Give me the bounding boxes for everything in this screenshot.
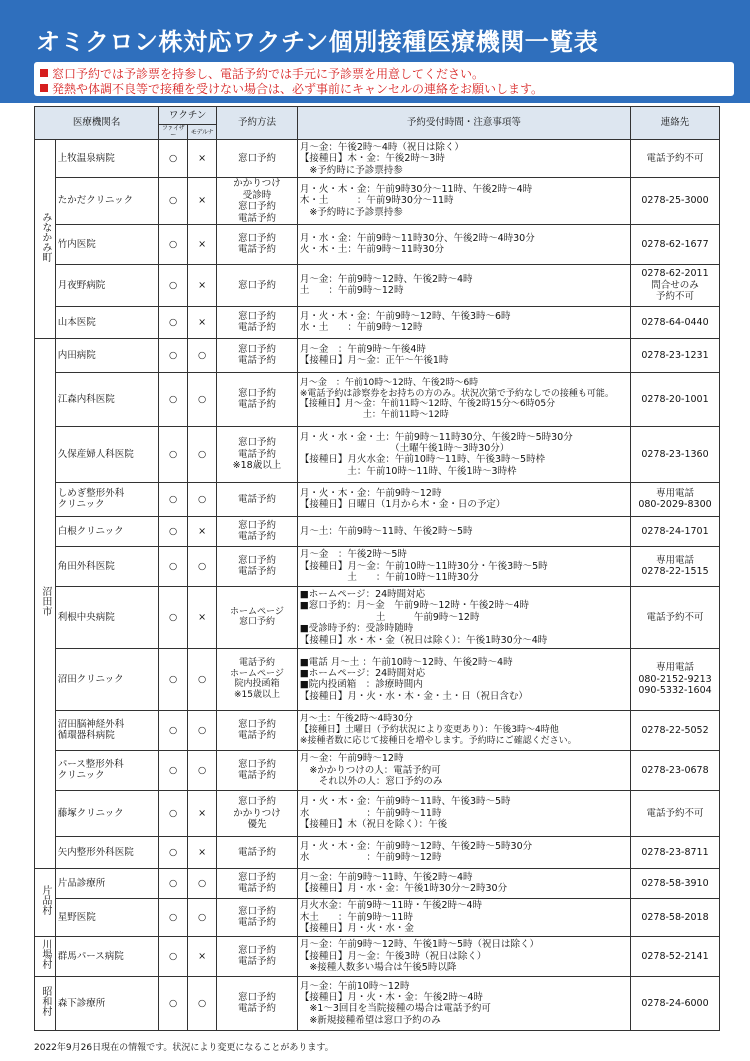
municipality-label: 沼田市 (39, 586, 51, 617)
table-row (35, 140, 720, 178)
footer-note: 2022年9月26日現在の情報です。状況により変更になることがあります。 (34, 1043, 334, 1053)
pfizer-mark: ○ (159, 868, 188, 898)
reception-notes: 月・火・木・金：午前9時～12時 【接種日】日曜日（1月から木・金・日の予定） (297, 482, 630, 516)
municipality-label: みなかみ町 (39, 212, 51, 263)
moderna-mark: × (188, 586, 217, 648)
reception-notes: 月・火・木・金：午前9時～11時、午後3時～5時 水 ：午前9時～11時 【接種日】木（祝日を除く）：午後 (297, 790, 630, 836)
clinic-name: 藤塚クリニック (55, 790, 158, 836)
moderna-mark: ○ (188, 976, 217, 1030)
header-vaccine: ワクチン (159, 107, 217, 125)
pfizer-mark: ○ (159, 546, 188, 586)
clinic-name: 内田病院 (55, 338, 158, 372)
contact-info: 0278-25-3000 (630, 178, 719, 225)
clinic-name: 沼田クリニック (55, 648, 158, 710)
table-row (35, 976, 720, 1030)
contact-info: 電話予約不可 (630, 586, 719, 648)
pfizer-mark: ○ (159, 372, 188, 426)
pfizer-mark: ○ (159, 586, 188, 648)
table-row (35, 516, 720, 546)
bullet-square-icon (40, 69, 48, 77)
reservation-method: 窓口予約 電話予約 (217, 936, 298, 976)
moderna-mark: ○ (188, 426, 217, 482)
moderna-mark: ○ (188, 338, 217, 372)
reservation-method: 窓口予約 電話予約 (217, 710, 298, 750)
table-row (35, 482, 720, 516)
notice-text: 窓口予約では予診票を持参し、電話予約では手元に予診票を用意してください。 (52, 67, 485, 81)
reception-notes: 月～土：午後2時～4時30分 【接種日】土曜日（予約状況により変更あり）：午後3時～4時他 ※接種者数に応じて接種日を増やします。予約時にご確認ください。 (297, 710, 630, 750)
reception-notes: 月～金：午前9時～12時 ※かかりつけの人：電話予約可 それ以外の人：窓口予約のみ (297, 750, 630, 790)
header-moderna: モデルナ (188, 125, 217, 140)
table-row (35, 264, 720, 306)
reception-notes: 月～金：午前9時～12時、午後1時～5時（祝日は除く） 【接種日】月～金：午後3時（祝日は除く） ※接種人数多い場合は午後5時以降 (297, 936, 630, 976)
municipality-cell (35, 976, 56, 1030)
clinic-name: 利根中央病院 (55, 586, 158, 648)
reception-notes: 月～土：午前9時～11時、午後2時～5時 (297, 516, 630, 546)
moderna-mark: ○ (188, 868, 217, 898)
reception-notes: ■電話 月～土 ：午前10時～12時、午後2時～4時 ■ホームページ：24時間対応 ■院内投函箱 ：診療時間内 【接種日】月・火・水・木・金・土・日（祝日含む） (297, 648, 630, 710)
contact-info: 0278-22-5052 (630, 710, 719, 750)
reception-notes: 月・火・木・金：午前9時～12時、午後2時～5時30分 水 ：午前9時～12時 (297, 836, 630, 868)
notice-box (34, 62, 734, 96)
municipality-cell (35, 936, 56, 976)
table-row (35, 790, 720, 836)
reception-notes: 月～金：午後2時～4時（祝日は除く） 【接種日】木・金：午後2時～3時 ※予約時に予診票持参 (297, 140, 630, 178)
pfizer-mark: ○ (159, 178, 188, 225)
moderna-mark: ○ (188, 482, 217, 516)
table-row (35, 546, 720, 586)
moderna-mark: ○ (188, 710, 217, 750)
municipality-label: 片品村 (39, 885, 51, 916)
header-pfizer: ファイザー (159, 125, 188, 140)
clinic-name: 矢内整形外科医院 (55, 836, 158, 868)
table-row (35, 338, 720, 372)
moderna-mark: ○ (188, 898, 217, 936)
reception-notes: 月・火・木・金：午前9時30分～11時、午後2時～4時 木・土 ：午前9時30分～11時 ※予約時に予診票持参 (297, 178, 630, 225)
reservation-method: 窓口予約 かかりつけ 優先 (217, 790, 298, 836)
reservation-method: 電話予約 ホームページ 院内投函箱 ※15歳以上 (217, 648, 298, 710)
contact-info: 0278-20-1001 (630, 372, 719, 426)
reservation-method: 窓口予約 電話予約 (217, 750, 298, 790)
reservation-method: 窓口予約 電話予約 (217, 338, 298, 372)
moderna-mark: × (188, 178, 217, 225)
moderna-mark: × (188, 264, 217, 306)
table-row (35, 648, 720, 710)
contact-info: 0278-64-0440 (630, 306, 719, 338)
contact-info: 0278-58-2018 (630, 898, 719, 936)
clinic-name: 上牧温泉病院 (55, 140, 158, 178)
pfizer-mark: ○ (159, 140, 188, 178)
reservation-method: 窓口予約 電話予約 (217, 976, 298, 1030)
moderna-mark: × (188, 790, 217, 836)
header-contact: 連絡先 (630, 107, 719, 140)
contact-info: 専用電話 080-2029-8300 (630, 482, 719, 516)
municipality-cell (35, 338, 56, 868)
pfizer-mark: ○ (159, 264, 188, 306)
table-row (35, 372, 720, 426)
clinic-name: 星野医院 (55, 898, 158, 936)
pfizer-mark: ○ (159, 790, 188, 836)
contact-info: 0278-52-2141 (630, 936, 719, 976)
pfizer-mark: ○ (159, 648, 188, 710)
reception-notes: 月・火・水・金・土：午前9時～11時30分、午後2時～5時30分 （土曜午後1時～3時30分） 【接種日】月火水金：午前10時～11時、午後3時～5時枠 土：午前10時～11時、午後1時～3時枠 (297, 426, 630, 482)
reservation-method: かかりつけ 受診時 窓口予約 電話予約 (217, 178, 298, 225)
clinic-name: 森下診療所 (55, 976, 158, 1030)
table-row (35, 710, 720, 750)
contact-info: 0278-24-6000 (630, 976, 719, 1030)
reservation-method: ホームページ 窓口予約 (217, 586, 298, 648)
clinic-name: 江森内科医院 (55, 372, 158, 426)
pfizer-mark: ○ (159, 836, 188, 868)
contact-info: 0278-58-3910 (630, 868, 719, 898)
clinic-name: 角田外科医院 (55, 546, 158, 586)
contact-info: 電話予約不可 (630, 790, 719, 836)
reception-notes: 月・水・金：午前9時～11時30分、午後2時～4時30分 火・木・土：午前9時～11時30分 (297, 224, 630, 264)
contact-info: 0278-62-2011 問合せのみ 予約不可 (630, 264, 719, 306)
contact-info: 電話予約不可 (630, 140, 719, 178)
contact-info: 0278-23-1360 (630, 426, 719, 482)
contact-info: 専用電話 0278-22-1515 (630, 546, 719, 586)
moderna-mark: × (188, 224, 217, 264)
municipality-label: 川場村 (39, 939, 51, 970)
table-row (35, 898, 720, 936)
header-name: 医療機関名 (35, 107, 159, 140)
table-row (35, 750, 720, 790)
clinic-name: パース整形外科 クリニック (55, 750, 158, 790)
clinic-name: 片品診療所 (55, 868, 158, 898)
table-body (35, 140, 720, 1031)
clinic-name: 久保産婦人科医院 (55, 426, 158, 482)
moderna-mark: × (188, 140, 217, 178)
moderna-mark: × (188, 306, 217, 338)
table-row (35, 426, 720, 482)
pfizer-mark: ○ (159, 426, 188, 482)
clinic-name: 群馬パース病院 (55, 936, 158, 976)
reservation-method: 電話予約 (217, 482, 298, 516)
municipality-cell (35, 868, 56, 936)
reservation-method: 窓口予約 電話予約 (217, 898, 298, 936)
table-row (35, 178, 720, 225)
pfizer-mark: ○ (159, 338, 188, 372)
clinic-name: しめぎ整形外科 クリニック (55, 482, 158, 516)
notice-text: 発熱や体調不良等で接種を受けない場合は、必ず事前にキャンセルの連絡をお願いします。 (52, 82, 544, 96)
notice-line (40, 80, 543, 97)
pfizer-mark: ○ (159, 224, 188, 264)
pfizer-mark: ○ (159, 976, 188, 1030)
pfizer-mark: ○ (159, 516, 188, 546)
municipality-cell (35, 140, 56, 339)
reception-notes: 月・火・木・金：午前9時～12時、午後3時～6時 水・土 ：午前9時～12時 (297, 306, 630, 338)
header-notes: 予約受付時間・注意事項等 (297, 107, 630, 140)
pfizer-mark: ○ (159, 936, 188, 976)
pfizer-mark: ○ (159, 750, 188, 790)
header-method: 予約方法 (217, 107, 298, 140)
pfizer-mark: ○ (159, 710, 188, 750)
reservation-method: 窓口予約 (217, 264, 298, 306)
table-row (35, 224, 720, 264)
pfizer-mark: ○ (159, 306, 188, 338)
moderna-mark: × (188, 936, 217, 976)
contact-info: 専用電話 080-2152-9213 090-5332-1604 (630, 648, 719, 710)
reservation-method: 窓口予約 電話予約 (217, 306, 298, 338)
municipality-label: 昭和村 (39, 986, 51, 1017)
pfizer-mark: ○ (159, 482, 188, 516)
reservation-method: 窓口予約 電話予約 ※18歳以上 (217, 426, 298, 482)
contact-info: 0278-23-0678 (630, 750, 719, 790)
reservation-method: 窓口予約 電話予約 (217, 868, 298, 898)
reception-notes: 月～金：午前10時～12時 【接種日】月・火・木・金：午後2時～4時 ※1～3回目を当院接種の場合は電話予約可 ※新規接種希望は窓口予約のみ (297, 976, 630, 1030)
reception-notes: 月火水金：午前9時～11時・午後2時～4時 木土 ：午前9時～11時 【接種日】月・火・水・金 (297, 898, 630, 936)
reception-notes: 月～金：午前9時～12時、午後2時～4時 土 ：午前9時～12時 (297, 264, 630, 306)
clinic-name: 山本医院 (55, 306, 158, 338)
moderna-mark: ○ (188, 648, 217, 710)
clinic-name: 沼田脳神経外科 循環器科病院 (55, 710, 158, 750)
reservation-method: 電話予約 (217, 836, 298, 868)
clinic-name: 月夜野病院 (55, 264, 158, 306)
reception-notes: 月～金：午前9時～11時、午後2時～4時 【接種日】月・水・金：午後1時30分～2時30分 (297, 868, 630, 898)
table-row (35, 936, 720, 976)
table-row (35, 868, 720, 898)
moderna-mark: × (188, 516, 217, 546)
reception-notes: 月～金 ：午前10時～12時、午後2時～6時 ※電話予約は診察券をお持ちの方のみ。状況次第で予約なしでの接種も可能。 【接種日】月～金：午前11時～12時、午後2時15分～6時05分 土：午前11時～12時 (297, 372, 630, 426)
moderna-mark: ○ (188, 546, 217, 586)
moderna-mark: ○ (188, 750, 217, 790)
contact-info: 0278-62-1677 (630, 224, 719, 264)
moderna-mark: ○ (188, 372, 217, 426)
clinic-name: たかだクリニック (55, 178, 158, 225)
table-row (35, 586, 720, 648)
contact-info: 0278-24-1701 (630, 516, 719, 546)
contact-info: 0278-23-1231 (630, 338, 719, 372)
reception-notes: ■ホームページ：24時間対応 ■窓口予約：月～金 午前9時～12時・午後2時～4時 土 午前9時～12時 ■受診時予約：受診時随時 【接種日】水・木・金（祝日は除く）：午後1時30分～4時 (297, 586, 630, 648)
table-row (35, 306, 720, 338)
page-title: オミクロン株対応ワクチン個別接種医療機関一覧表 (36, 28, 599, 56)
reservation-method: 窓口予約 電話予約 (217, 516, 298, 546)
moderna-mark: × (188, 836, 217, 868)
reservation-method: 窓口予約 電話予約 (217, 546, 298, 586)
bullet-square-icon (40, 84, 48, 92)
header-banner (0, 0, 750, 103)
reservation-method: 窓口予約 電話予約 (217, 372, 298, 426)
table-row (35, 836, 720, 868)
clinic-name: 白根クリニック (55, 516, 158, 546)
contact-info: 0278-23-8711 (630, 836, 719, 868)
clinic-table (34, 106, 720, 1031)
reception-notes: 月～金 ：午前9時～午後4時 【接種日】月～金：正午～午後1時 (297, 338, 630, 372)
reservation-method: 窓口予約 (217, 140, 298, 178)
reservation-method: 窓口予約 電話予約 (217, 224, 298, 264)
reception-notes: 月～金 ：午後2時～5時 【接種日】月～金：午前10時～11時30分・午後3時～5時 土 ：午前10時～11時30分 (297, 546, 630, 586)
pfizer-mark: ○ (159, 898, 188, 936)
clinic-name: 竹内医院 (55, 224, 158, 264)
